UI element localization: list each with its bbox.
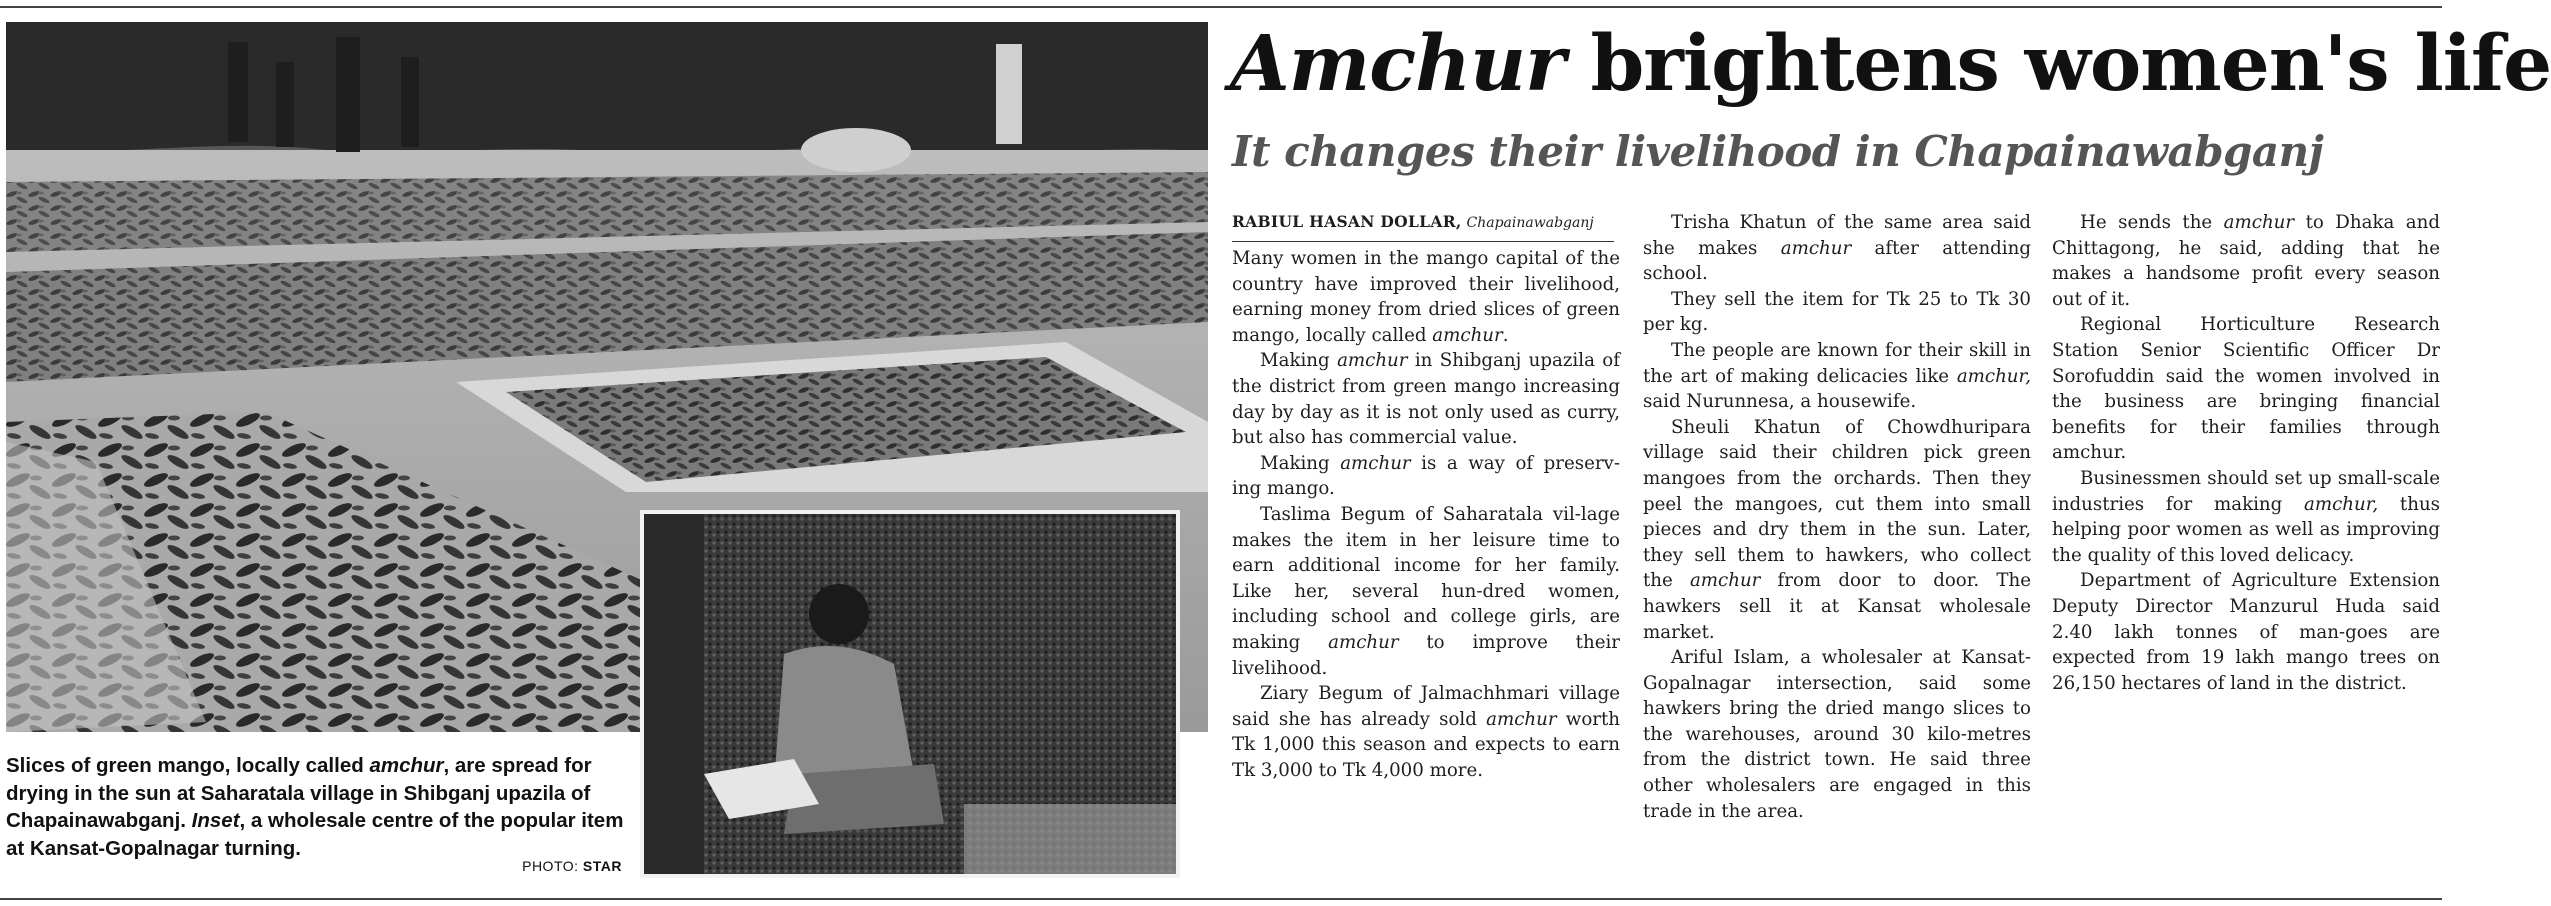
caption-italic-inset: Inset <box>191 809 240 832</box>
top-rule <box>0 6 2442 8</box>
paragraph: Making amchur in Shibganj upazila of the district from green mango increasing day by day as it is not only used as curry, but also has commercial value. <box>1232 350 1620 449</box>
article-column-2 <box>1643 210 2031 890</box>
paragraph: They sell the item for Tk 25 to Tk 30 per kg. <box>1643 288 2031 336</box>
byline-author: RABIUL HASAN DOLLAR, <box>1232 212 1462 231</box>
paragraph: Ariful Islam, a wholesaler at Kansat-Gopalnagar intersection, said some hawkers bring the dried mango slices to the warehouses, around 30 kilo-metres from the district town. He said three other wholesalers are engaged in this trade in the area. <box>1643 647 2031 822</box>
paragraph: He sends the amchur to Dhaka and Chittagong, he said, adding that he makes a handsome profit every season out of it. <box>2052 212 2440 310</box>
headline <box>1230 18 2551 110</box>
article-column-1 <box>1232 210 1620 890</box>
paragraph: Many women in the mango capital of the country have improved their livelihood, earning money from dried slices of green mango, locally called amchur. <box>1232 248 1620 346</box>
paragraph: Regional Horticulture Research Station Senior Scientific Officer Dr Sorofuddin said the women involved in the business are bringing financial benefits for their families through amchur. <box>2052 314 2440 464</box>
subheadline: It changes their livelihood in Chapainawabganj <box>1232 127 2324 176</box>
paragraph: Sheuli Khatun of Chowdhuripara village said their children pick green mangoes from the orchards. Then they peel the mangoes, cut them into small pieces and dry them in the sun. Later, they sell them to hawkers, who collect the amchur from door to door. The hawkers sell it at Kansat wholesale market. <box>1643 416 2031 643</box>
photo-credit-source: STAR <box>582 857 622 874</box>
paragraph: The people are known for their skill in the art of making delicacies like amchur, said Nurunnesa, a housewife. <box>1643 339 2031 413</box>
photo-credit-label: PHOTO: <box>522 857 583 874</box>
paragraph: Taslima Begum of Saharatala vil-lage makes the item in her leisure time to earn additional income for her family. Like her, several hun-dred women, including school and college girls, are making amchur to improve their livelihood. <box>1232 503 1620 679</box>
caption-text-2: , are spread for drying in the sun at Saharatala village in Shibganj upazila of Chapainawabganj. <box>6 754 592 832</box>
headline-rest: brightens women's life <box>1564 19 2551 109</box>
article-column-3 <box>2052 210 2440 890</box>
byline <box>1232 210 1614 242</box>
headline-italic-word: Amchur <box>1230 19 1565 109</box>
paragraph: Making amchur is a way of preserv-ing mango. <box>1232 452 1620 500</box>
caption-text-1: Slices of green mango, locally called <box>6 754 370 777</box>
paragraph: Trisha Khatun of the same area said she makes amchur after attending school. <box>1643 212 2031 285</box>
inset-photo <box>640 510 1180 878</box>
caption-text-3: , a wholesale centre of the popular item at Kansat-Gopalnagar turning. <box>6 809 624 860</box>
bottom-rule <box>0 898 2442 900</box>
paragraph: Businessmen should set up small-scale industries for making amchur, thus helping poor women as well as improving the quality of this loved delicacy. <box>2052 467 2440 566</box>
byline-location: Chapainawabganj <box>1466 215 1594 231</box>
paragraph: Department of Agriculture Extension Deputy Director Manzurul Huda said 2.40 lakh tonnes of man-goes are expected from 19 lakh mango trees on 26,150 hectares of land in the district. <box>2052 570 2440 694</box>
wholesale-centre-image <box>644 514 1176 874</box>
photo-credit <box>522 853 622 881</box>
caption-italic-amchur: amchur <box>369 754 444 777</box>
paragraph: Ziary Begum of Jalmachhmari village said she has already sold amchur worth Tk 1,000 this season and expects to earn Tk 3,000 to Tk 4,000 more. <box>1232 683 1620 781</box>
photo-caption <box>6 752 626 892</box>
